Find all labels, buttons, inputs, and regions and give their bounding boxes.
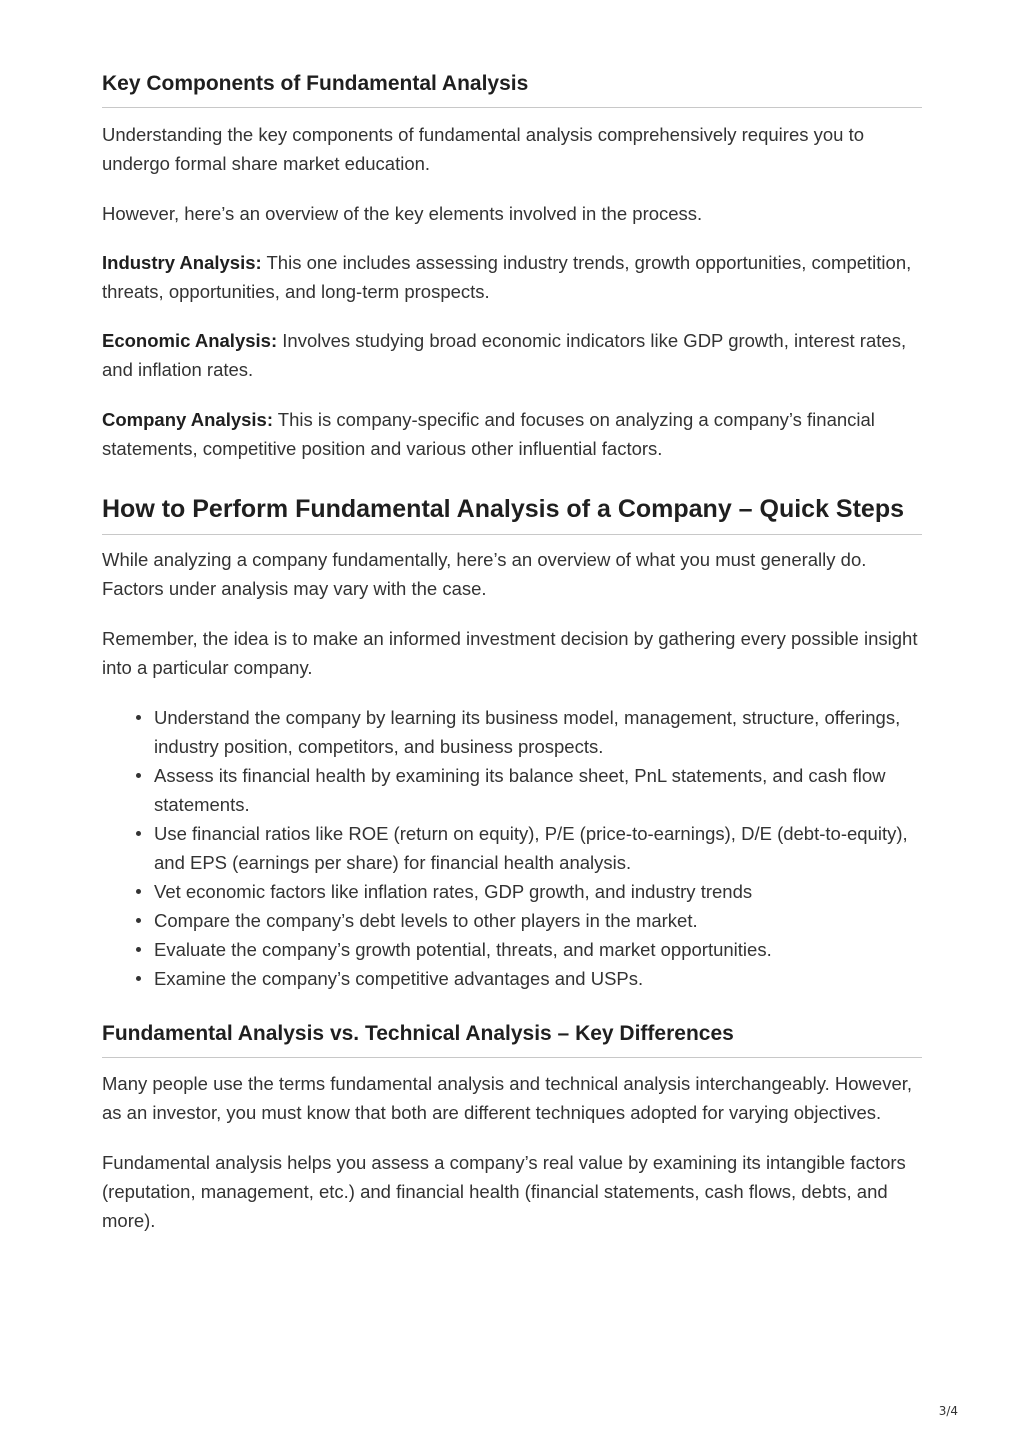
document-page	[102, 70, 922, 1235]
page-number: 3/4	[938, 1404, 958, 1418]
text-industry-analysis: This one includes assessing industry trends, growth opportunities, competition, threats, opportunities, and long-term prospects.	[102, 252, 912, 302]
list-item: Use financial ratios like ROE (return on equity), P/E (price-to-earnings), D/E (debt-to-equity), and EPS (earnings per share) for financial health analysis.	[154, 819, 922, 877]
list-item: Examine the company’s competitive advantages and USPs.	[154, 964, 922, 993]
heading-key-components: Key Components of Fundamental Analysis	[102, 70, 922, 108]
paragraph-key-components-intro: Understanding the key components of fundamental analysis comprehensively requires you to undergo formal share market education.	[102, 124, 865, 174]
paragraph-vs-fundamental: Fundamental analysis helps you assess a company’s real value by examining its intangible factors (reputation, management, etc.) and financial health (financial statements, cash flows, debts, and more).	[102, 1152, 906, 1231]
term-industry-analysis: Industry Analysis:	[102, 252, 262, 273]
term-company-analysis: Company Analysis:	[102, 409, 273, 430]
heading-fundamental-vs-technical: Fundamental Analysis vs. Technical Analysis – Key Differences	[102, 1020, 922, 1058]
list-item: Assess its financial health by examining its balance sheet, PnL statements, and cash flow statements.	[154, 761, 922, 819]
list-item: Evaluate the company’s growth potential, threats, and market opportunities.	[154, 935, 922, 964]
paragraph-quick-steps-remember: Remember, the idea is to make an informed investment decision by gathering every possible insight into a particular company.	[102, 628, 918, 678]
list-item: Compare the company’s debt levels to other players in the market.	[154, 906, 922, 935]
term-economic-analysis: Economic Analysis:	[102, 330, 278, 351]
paragraph-quick-steps-intro: While analyzing a company fundamentally, here’s an overview of what you must generally do. Factors under analysis may vary with the case.	[102, 549, 867, 599]
heading-quick-steps: How to Perform Fundamental Analysis of a Company – Quick Steps	[102, 494, 922, 535]
list-item: Vet economic factors like inflation rates, GDP growth, and industry trends	[154, 877, 922, 906]
list-item: Understand the company by learning its business model, management, structure, offerings, industry position, competitors, and business prospects.	[154, 703, 922, 761]
text-company-analysis: This is company-specific and focuses on analyzing a company’s financial statements, competitive position and various other influential factors.	[102, 409, 875, 459]
paragraph-key-components-overview: However, here’s an overview of the key elements involved in the process.	[102, 203, 703, 224]
paragraph-industry-analysis	[102, 248, 922, 306]
paragraph-economic-analysis	[102, 326, 922, 384]
paragraph-vs-intro: Many people use the terms fundamental analysis and technical analysis interchangeably. However, as an investor, you must know that both are different techniques adopted for varying objectives.	[102, 1073, 913, 1123]
quick-steps-list	[102, 703, 922, 993]
text-economic-analysis: Involves studying broad economic indicators like GDP growth, interest rates, and inflation rates.	[102, 330, 907, 380]
paragraph-company-analysis	[102, 405, 922, 463]
